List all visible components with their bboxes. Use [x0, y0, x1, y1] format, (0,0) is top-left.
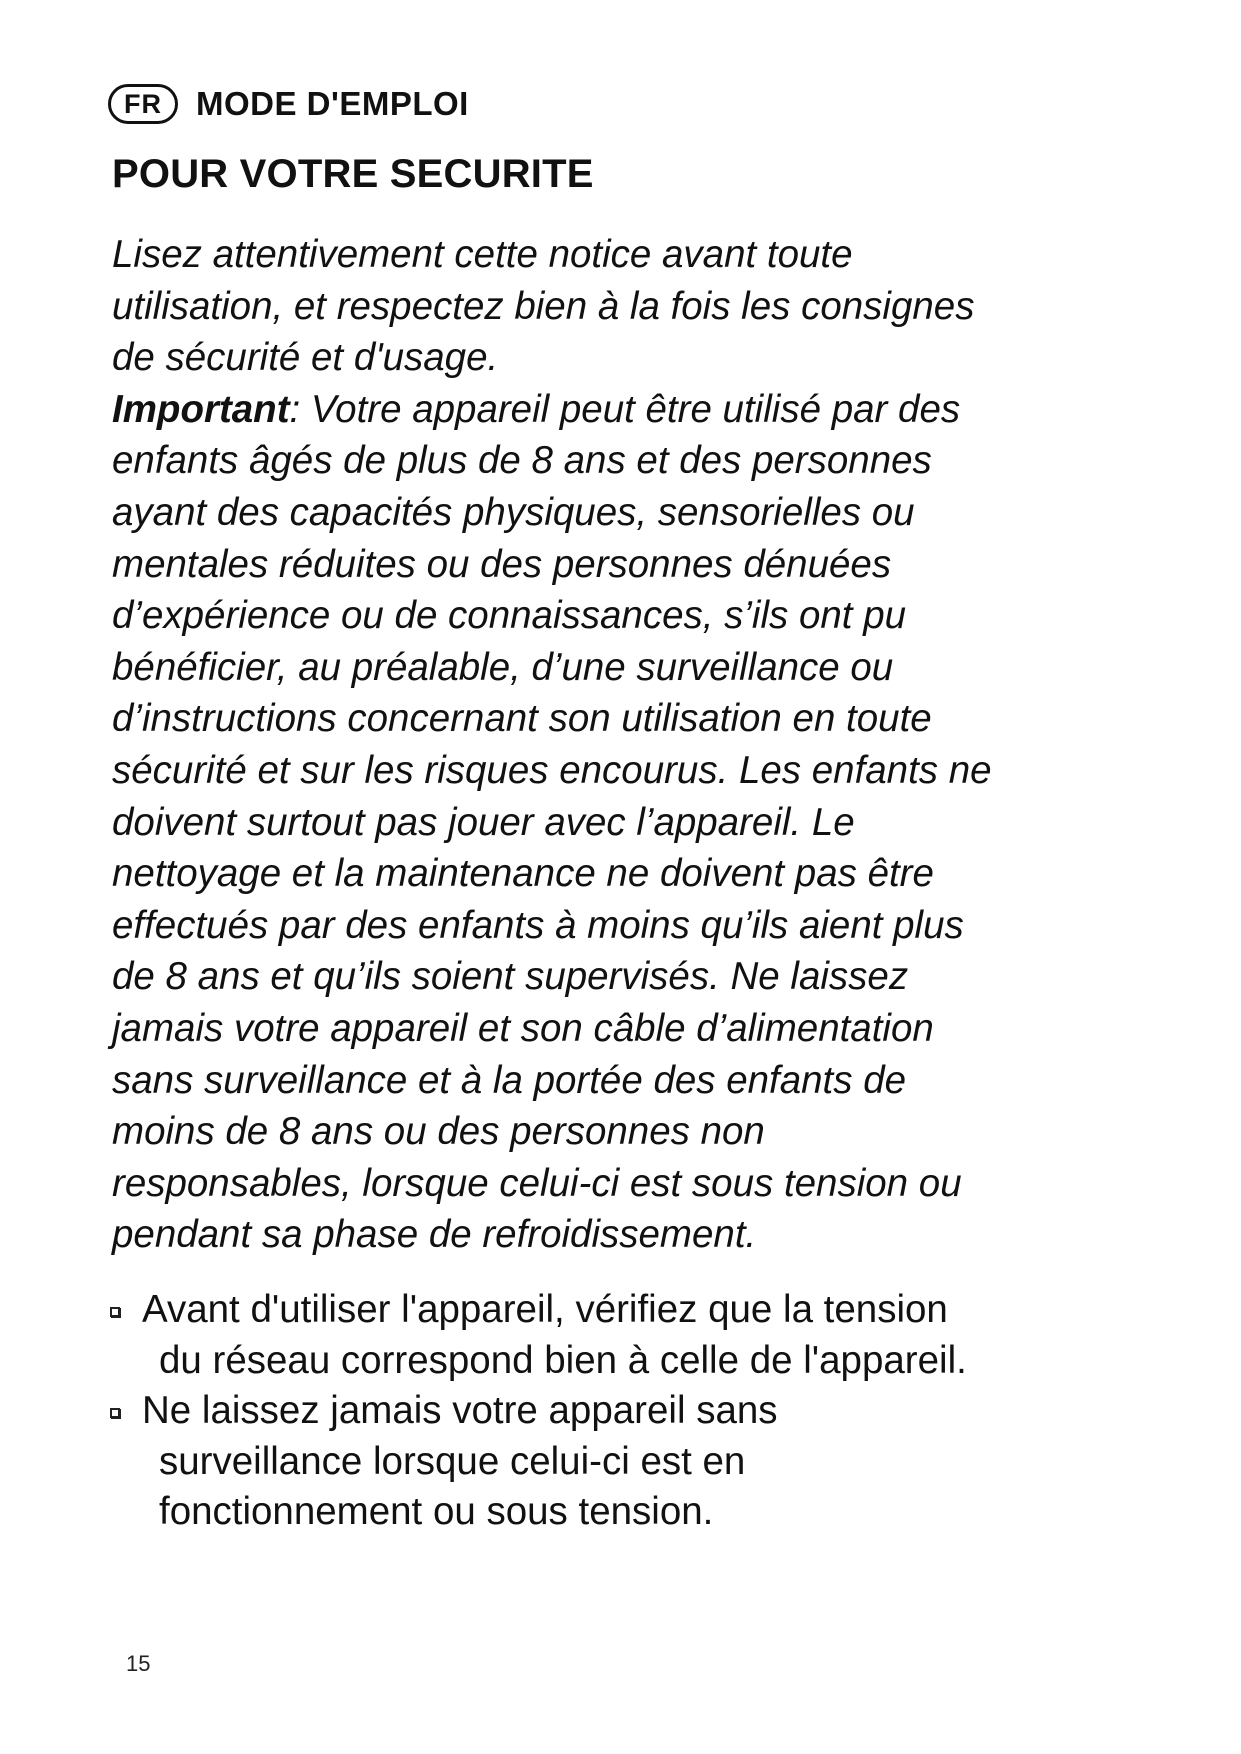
- header-title: MODE D'EMPLOI: [196, 85, 469, 122]
- important-line: d’instructions concernant son utilisation en toute: [112, 697, 932, 741]
- important-line: pendant sa phase de refroidissement.: [112, 1213, 757, 1257]
- important-line: bénéficier, au préalable, d’une surveillance ou: [112, 645, 894, 689]
- important-line: de 8 ans et qu’ils soient supervisés. Ne laissez: [112, 955, 909, 999]
- important-first-line: [112, 384, 1142, 436]
- bullet-line: surveillance lorsque celui-ci est en: [159, 1439, 746, 1483]
- important-line: doivent surtout pas jouer avec l’appareil. Le: [112, 800, 855, 844]
- list-item: [108, 1285, 1148, 1386]
- safety-bullet-list: [108, 1285, 1148, 1538]
- intro-line: de sécurité et d'usage.: [112, 336, 499, 380]
- bullet-line: fonctionnement ou sous tension.: [159, 1490, 714, 1533]
- page-header: [108, 84, 469, 124]
- section-title: POUR VOTRE SECURITE: [112, 152, 594, 196]
- important-line: nettoyage et la maintenance ne doivent pas être: [112, 852, 934, 896]
- important-line: enfants âgés de plus de 8 ans et des personnes: [112, 439, 932, 483]
- important-line: responsables, lorsque celui-ci est sous tension ou: [112, 1161, 962, 1205]
- important-label: Important: [112, 387, 290, 431]
- bullet-line: du réseau correspond bien à celle de l'appareil.: [159, 1338, 967, 1382]
- intro-line: Lisez attentivement cette notice avant toute: [112, 233, 853, 276]
- intro-line: utilisation, et respectez bien à la fois les consignes: [112, 284, 975, 328]
- important-line: sécurité et sur les risques encourus. Les enfants ne: [112, 748, 992, 792]
- safety-intro-paragraph: [112, 229, 1142, 1261]
- checkbox-bullet-icon: [110, 1408, 120, 1418]
- important-line: effectués par des enfants à moins qu’ils aient plus: [112, 903, 964, 947]
- page-number: 15: [126, 1651, 151, 1676]
- bullet-line: Avant d'utiliser l'appareil, vérifiez que la tension: [142, 1288, 948, 1331]
- important-first-line-text: : Votre appareil peut être utilisé par des: [289, 387, 961, 431]
- important-line: sans surveillance et à la portée des enfants de: [112, 1058, 907, 1102]
- language-badge: FR: [108, 84, 178, 124]
- important-line: moins de 8 ans ou des personnes non: [112, 1110, 765, 1154]
- bullet-line: Ne laissez jamais votre appareil sans: [142, 1389, 778, 1432]
- list-item: [108, 1386, 1148, 1538]
- important-line: mentales réduites ou des personnes dénuées: [112, 542, 892, 586]
- important-line: ayant des capacités physiques, sensorielles ou: [112, 490, 915, 534]
- important-line: d’expérience ou de connaissances, s’ils ont pu: [112, 594, 907, 638]
- important-line: jamais votre appareil et son câble d’alimentation: [112, 1006, 934, 1050]
- checkbox-bullet-icon: [110, 1307, 120, 1317]
